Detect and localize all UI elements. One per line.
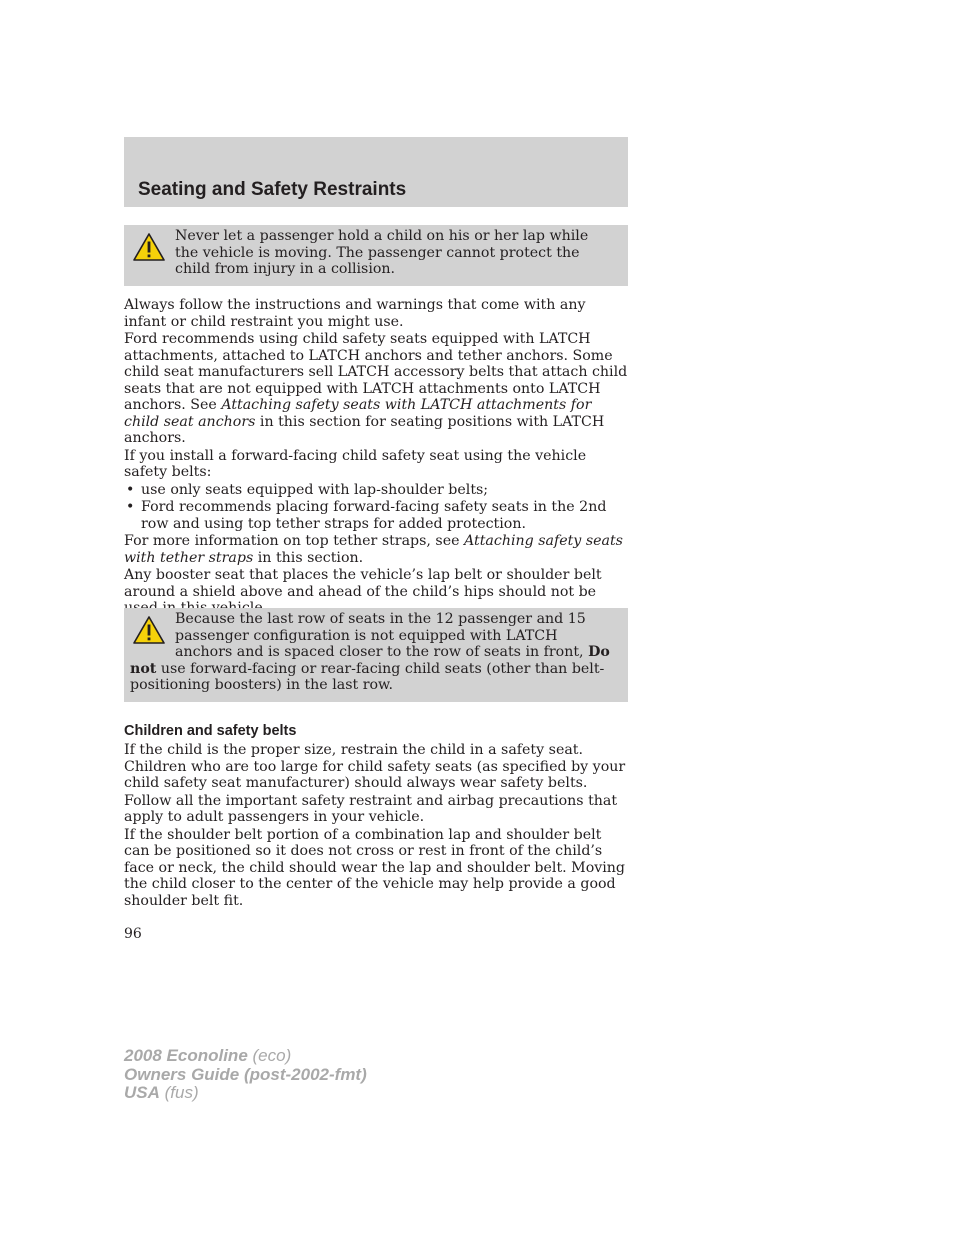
paragraph: Always follow the instructions and warnings that come with any infant or child restraint you might use.: [124, 297, 586, 330]
list-item: • Ford recommends placing forward-facing safety seats in the 2nd row and using top tether straps for added protection.: [124, 499, 630, 532]
footer-line: 2008 Econoline (eco): [124, 1046, 292, 1065]
page-title: Seating and Safety Restraints: [138, 179, 407, 200]
warning-box: [124, 608, 628, 702]
body-text-block: [124, 742, 630, 910]
paragraph: Any booster seat that places the vehicle’s lap belt or shoulder belt around a shield above and ahead of the child’s hips should not be: [124, 567, 602, 600]
warning-box: [124, 225, 628, 286]
page-number: 96: [124, 926, 142, 942]
paragraph: If the child is the proper size, restrain the child in a safety seat. Children who are too large for child safety seats (as specified by your child safety seat manufacturer) should always wear safety belts.: [124, 742, 626, 791]
body-text-block: [124, 297, 630, 618]
warning-triangle-icon: [132, 615, 166, 645]
paragraph: For more information on top tether straps, see Attaching safety seats with tether straps in this section.: [124, 533, 623, 566]
list-item: • use only seats equipped with lap-shoulder belts;: [124, 482, 630, 499]
warning-text: Because the last row of seats in the 12 passenger and 15 passenger configuration is not equipped with LATCH anchors and is spaced closer to the row of seats in front, Do not use forward-facing or rear-facing child seats (other than belt-positioning boosters) in the last row.: [130, 611, 610, 693]
bullet-list: [124, 482, 630, 533]
cross-reference: Attaching safety seats with LATCH attachments for child seat anchors: [124, 397, 592, 430]
paragraph: Follow all the important safety restraint and airbag precautions that apply to adult passengers in your vehicle.: [124, 792, 618, 825]
document-footer: [124, 1047, 367, 1103]
warning-text: Never let a passenger hold a child on his or her lap while the vehicle is moving. The passenger cannot protect the child from injury in a collision.: [175, 228, 589, 277]
section-header-band: [124, 137, 628, 207]
warning-triangle-icon: [132, 232, 166, 262]
paragraph: If you install a forward-facing child safety seat using the vehicle safety belts:: [124, 447, 587, 480]
section-heading: Children and safety belts: [124, 723, 297, 739]
cross-reference: Attaching safety seats with tether straps: [124, 533, 623, 566]
footer-line: USA (fus): [124, 1083, 199, 1102]
footer-line: Owners Guide (post-2002-fmt): [124, 1064, 367, 1084]
paragraph: If the shoulder belt portion of a combination lap and shoulder belt can be positioned so it does not cross or rest in front of the child’s face or neck, the child should wear the lap and shoulder belt. Moving the child closer to the center of the vehicle may help provide a good shoulder belt fit.: [124, 826, 626, 909]
paragraph: Ford recommends using child safety seats equipped with LATCH attachments, attached to LATCH anchors and tether anchors. Some child seat manufacturers sell LATCH accessory belts that attach child seats that are not equipped with LATCH attachments onto LATCH anchors. See Attaching safety seats with LATCH attachments for child seat anchors in this section for seating positions with LATCH anchors.: [124, 331, 628, 446]
emphasis: Do not: [130, 644, 610, 677]
